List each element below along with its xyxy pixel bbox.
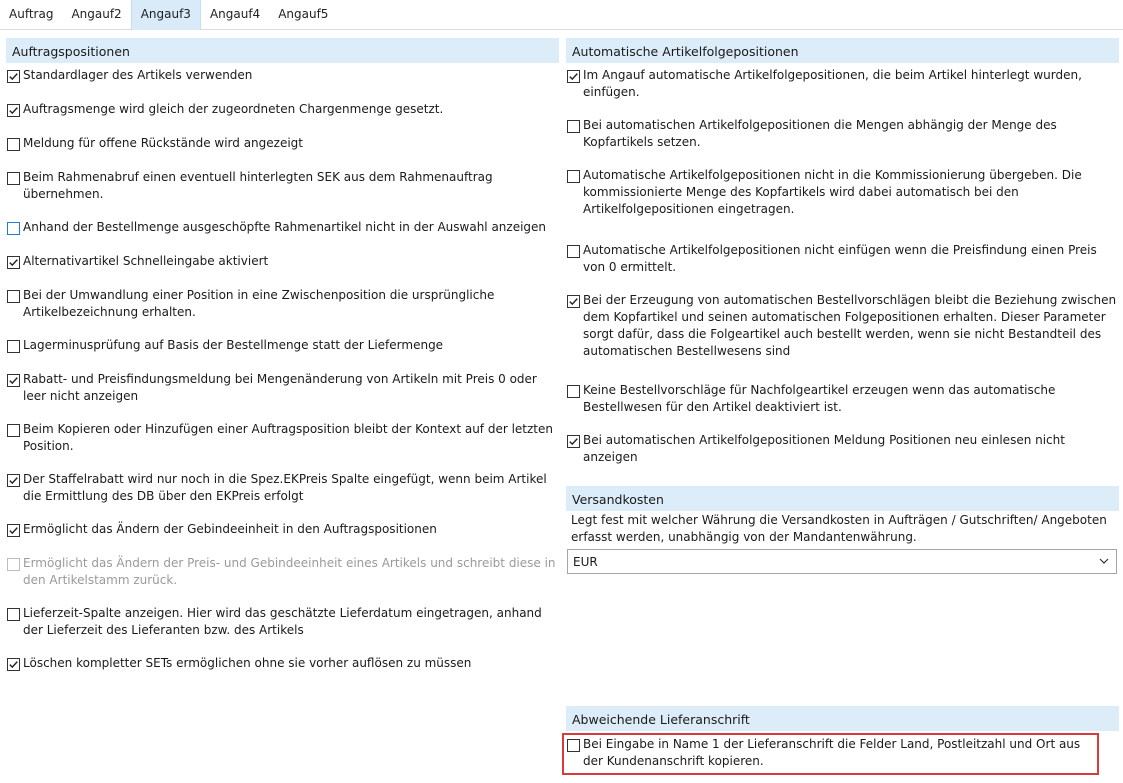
checkbox-label: Bei der Umwandlung einer Position in eine Zwischenposition die ursprüngliche Artikelbezeichnung erhalten. [23,288,495,319]
tab-auftrag[interactable]: Auftrag [9,7,54,21]
checkbox-folgepositionen-einfuegen[interactable] [567,67,1117,101]
artikelfolgepositionen-header: Automatische Artikelfolgepositionen [566,38,1119,63]
lieferanschrift-header: Abweichende Lieferanschrift [566,706,1119,731]
checkbox-box[interactable] [7,340,20,353]
checkbox-lieferzeit-spalte[interactable] [7,605,557,639]
chevron-down-icon [1098,554,1110,571]
checkmark-icon [8,475,19,486]
checkmark-icon [8,659,19,670]
checkbox-box[interactable] [7,256,20,269]
checkbox-gebindeeinheit[interactable] [7,521,557,538]
tab-angauf2[interactable]: Angauf2 [71,7,122,21]
checkbox-box[interactable] [7,524,20,537]
checkbox-standardlager[interactable] [7,67,557,84]
checkbox-label: Lieferzeit-Spalte anzeigen. Hier wird das geschätzte Lieferdatum eingetragen, anhand der Lieferzeit des Lieferanten bzw. des Artikels [23,606,542,637]
checkbox-box[interactable] [7,658,20,671]
checkbox-lieferanschrift-kopieren[interactable] [567,736,1092,770]
checkbox-label: Ermöglicht das Ändern der Preis- und Gebindeeinheit eines Artikels und schreibt diese in den Artikelstamm zurück. [23,556,556,587]
checkbox-lagerminuspruefung[interactable] [7,337,557,354]
checkmark-icon [8,257,19,268]
checkbox-label: Ermöglicht das Ändern der Gebindeeinheit in den Auftragspositionen [23,522,437,536]
checkbox-rahmenartikel-ausgeschoepft[interactable] [7,219,557,236]
checkbox-box[interactable] [567,170,580,183]
checkbox-label: Alternativartikel Schnelleingabe aktiviert [23,254,269,268]
checkbox-folgepositionen-kommissionierung[interactable] [567,167,1117,218]
checkbox-label: Der Staffelrabatt wird nur noch in die Spez.EKPreis Spalte eingefügt, wenn beim Artikel die Ermittlung des DB über den EKPreis erfolgt [23,472,547,503]
checkbox-folgepositionen-preis-null[interactable] [567,242,1117,276]
tab-bar [0,0,1123,30]
versandkosten-header: Versandkosten [566,486,1119,511]
checkmark-icon [8,375,19,386]
checkbox-label: Im Angauf automatische Artikelfolgepositionen, die beim Artikel hinterlegt wurden, einfügen. [583,68,1082,99]
checkbox-box [7,558,20,571]
checkmark-icon [568,296,579,307]
checkbox-label: Rabatt- und Preisfindungsmeldung bei Mengenänderung von Artikeln mit Preis 0 oder leer nicht anzeigen [23,372,537,403]
checkmark-icon [8,71,19,82]
checkbox-label: Meldung für offene Rückstände wird angezeigt [23,136,303,150]
checkbox-label: Automatische Artikelfolgepositionen nicht in die Kommissionierung übergeben. Die kommissionierte Menge des Kopfartikels wird dabei automatisch bei den Artikelfolgepositionen eingetragen. [583,168,1082,216]
checkbox-box[interactable] [7,104,20,117]
checkbox-bestellvorschlaege-beziehung[interactable] [567,292,1117,360]
checkbox-box[interactable] [567,739,580,752]
checkbox-box[interactable] [567,435,580,448]
checkbox-box[interactable] [7,374,20,387]
checkbox-sets-loeschen[interactable] [7,655,557,672]
currency-select[interactable] [567,549,1117,574]
checkbox-label: Bei automatischen Artikelfolgepositionen die Mengen abhängig der Menge des Kopfartikels setzen. [583,118,1057,149]
checkbox-box[interactable] [7,172,20,185]
checkbox-box[interactable] [7,70,20,83]
checkbox-label: Bei automatischen Artikelfolgepositionen Meldung Positionen neu einlesen nicht anzeigen [583,433,1065,464]
checkbox-label: Anhand der Bestellmenge ausgeschöpfte Rahmenartikel nicht in der Auswahl anzeigen [23,220,547,234]
checkbox-box[interactable] [7,474,20,487]
checkbox-meldung-neu-einlesen[interactable] [567,432,1117,466]
checkmark-icon [568,436,579,447]
checkbox-label: Bei Eingabe in Name 1 der Lieferanschrift die Felder Land, Postleitzahl und Ort aus der Kundenanschrift kopieren. [583,737,1081,768]
versandkosten-description: Legt fest mit welcher Währung die Versandkosten in Aufträgen / Gutschriften/ Angeboten erfasst werden, unabhängig von der Mandantenwährung. [571,513,1107,544]
checkbox-preis-gebindeeinheit-disabled [7,555,557,589]
currency-value: EUR [573,555,598,569]
checkbox-rahmenabruf-sek[interactable] [7,169,557,203]
checkbox-box[interactable] [567,120,580,133]
checkbox-meldung-rueckstaende[interactable] [7,135,557,152]
checkmark-icon [8,525,19,536]
checkbox-staffelrabatt[interactable] [7,471,557,505]
checkbox-label: Bei der Erzeugung von automatischen Bestellvorschlägen bleibt die Beziehung zwischen dem Kopfartikel und seinen automatischen Folgepositionen erhalten. Dieser Parameter sorgt dafür, dass die Folgeartikel auch bestellt werden, wenn sie nicht Bestandteil des automatischen Bestellwesens sind [583,293,1117,358]
checkbox-box[interactable] [7,290,20,303]
checkbox-box[interactable] [567,385,580,398]
checkbox-kontext-letzte-position[interactable] [7,421,557,455]
checkbox-label: Auftragsmenge wird gleich der zugeordneten Chargenmenge gesetzt. [23,102,444,116]
checkbox-box[interactable] [7,222,20,235]
checkbox-label: Beim Rahmenabruf einen eventuell hinterlegten SEK aus dem Rahmenauftrag übernehmen. [23,170,493,201]
checkbox-alternativartikel[interactable] [7,253,557,270]
checkbox-box[interactable] [567,295,580,308]
checkbox-label: Beim Kopieren oder Hinzufügen einer Auftragsposition bleibt der Kontext auf der letzten Position. [23,422,553,453]
checkbox-box[interactable] [7,608,20,621]
checkbox-label: Keine Bestellvorschläge für Nachfolgeartikel erzeugen wenn das automatische Bestellwesen für den Artikel deaktiviert ist. [583,383,1056,414]
checkbox-box[interactable] [7,138,20,151]
checkbox-label: Automatische Artikelfolgepositionen nicht einfügen wenn die Preisfindung einen Preis von 0 ermittelt. [583,243,1097,274]
checkbox-label: Standardlager des Artikels verwenden [23,68,253,82]
auftragspositionen-header: Auftragspositionen [6,38,559,63]
checkbox-folgepositionen-mengen[interactable] [567,117,1117,151]
checkbox-label: Löschen kompletter SETs ermöglichen ohne sie vorher auflösen zu müssen [23,656,472,670]
checkmark-icon [8,105,19,116]
checkbox-keine-bestellvorschlaege[interactable] [567,382,1117,416]
checkbox-zwischenposition[interactable] [7,287,557,321]
checkbox-auftragsmenge-charge[interactable] [7,101,557,118]
checkmark-icon [568,71,579,82]
tab-angauf3[interactable]: Angauf3 [131,0,201,30]
checkbox-rabatt-preisfindung[interactable] [7,371,557,405]
checkbox-box[interactable] [567,245,580,258]
tab-angauf4[interactable]: Angauf4 [209,7,261,21]
tab-angauf5[interactable]: Angauf5 [278,7,329,21]
checkbox-box[interactable] [567,70,580,83]
checkbox-box[interactable] [7,424,20,437]
checkbox-label: Lagerminusprüfung auf Basis der Bestellmenge statt der Liefermenge [23,338,444,352]
